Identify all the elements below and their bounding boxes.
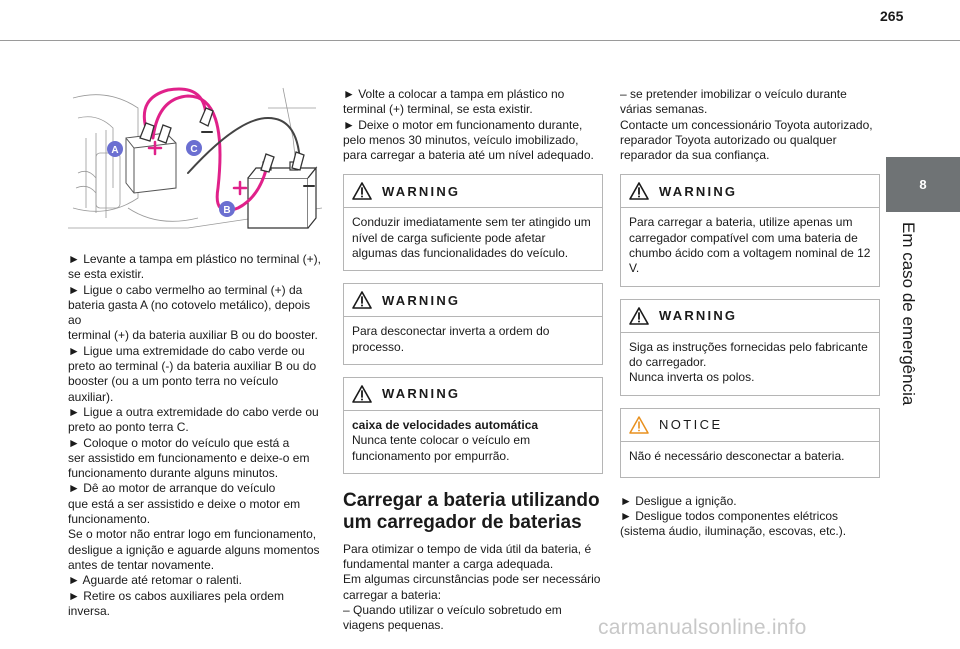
text-line: ► Deixe o motor em funcionamento durante, bbox=[343, 117, 583, 132]
text-line: Para otimizar o tempo de vida útil da bateria, é bbox=[343, 541, 592, 556]
warning-body bbox=[344, 411, 602, 473]
warning-text: Conduzir imediatamente sem ter atingido um nível de carga suficiente pode afetar algumas das funcionalidades do veículo. bbox=[352, 215, 591, 261]
label-b: B bbox=[223, 205, 231, 216]
text-line: ► Ligue uma extremidade do cabo verde ou bbox=[68, 343, 305, 358]
text-line: reparador da sua confiança. bbox=[620, 148, 770, 163]
notice-icon bbox=[629, 416, 649, 434]
dead-battery bbox=[126, 133, 176, 193]
column-1 bbox=[68, 252, 326, 619]
warning-box bbox=[620, 174, 880, 286]
warning-text: Nunca tente colocar o veículo em funcionamento por empurrão. bbox=[352, 433, 531, 463]
booster-battery bbox=[248, 162, 316, 228]
text-line: carregar a bateria: bbox=[343, 587, 442, 602]
chapter-tab[interactable] bbox=[886, 157, 960, 212]
text-line: Em algumas circunstâncias pode ser necessário bbox=[343, 572, 601, 587]
text-line: booster (ou a um ponto terra no veículo auxiliar). bbox=[68, 374, 279, 404]
label-a: A bbox=[111, 145, 119, 156]
text-line: inversa. bbox=[68, 603, 111, 618]
text-line: desligue a ignição e aguarde alguns momentos bbox=[68, 542, 320, 557]
top-rule-right bbox=[885, 40, 960, 41]
text-line: ► Levante a tampa em plástico no terminal (+), bbox=[68, 252, 321, 266]
text-line: Contacte um concessionário Toyota autorizado, bbox=[620, 117, 873, 132]
notice-title: NOTICE bbox=[659, 416, 723, 432]
text-line: ► Aguarde até retomar o ralenti. bbox=[68, 573, 242, 588]
text-line: preto ao ponto terra C. bbox=[68, 420, 189, 435]
text-line: (sistema áudio, iluminação, escovas, etc.). bbox=[620, 524, 847, 539]
warning-title: WARNING bbox=[659, 183, 738, 199]
warning-header bbox=[344, 175, 602, 208]
column-3 bbox=[620, 87, 880, 540]
text-line: antes de tentar novamente. bbox=[68, 557, 215, 572]
notice-text: Não é necessário desconectar a bateria. bbox=[629, 448, 845, 463]
text-line: pelo menos 30 minutos, veículo imobilizado, bbox=[343, 132, 579, 147]
chapter-title-text: Em caso de emergência bbox=[899, 222, 918, 406]
watermark: carmanualsonline.info bbox=[598, 616, 807, 639]
text-line: terminal (+) terminal, se esta existir. bbox=[343, 102, 533, 117]
page-number: 265 bbox=[880, 8, 904, 24]
text-line: ► Coloque o motor do veículo que está a bbox=[68, 435, 290, 450]
column-2 bbox=[343, 87, 603, 634]
warning-icon bbox=[352, 385, 372, 403]
warning-body bbox=[621, 333, 879, 395]
warning-icon bbox=[352, 182, 372, 200]
text-line: – Quando utilizar o veículo sobretudo em bbox=[343, 603, 562, 618]
warning-box bbox=[343, 377, 603, 474]
text-line: ► Dê ao motor de arranque do veículo bbox=[68, 481, 276, 496]
warning-subtitle: caixa de velocidades automática bbox=[352, 417, 539, 432]
text-line: Se o motor não entrar logo em funcionamento, bbox=[68, 527, 317, 542]
text-line: para carregar a bateria até um nível adequado. bbox=[343, 148, 594, 163]
warning-box bbox=[343, 283, 603, 365]
text-line: fundamental manter a carga adequada. bbox=[343, 557, 554, 572]
text-line: ser assistido em funcionamento e deixe-o em bbox=[68, 450, 310, 465]
warning-header bbox=[621, 175, 879, 208]
warning-title: WARNING bbox=[382, 292, 461, 308]
text-line: – se pretender imobilizar o veículo durante bbox=[620, 87, 847, 101]
chapter-number: 8 bbox=[919, 177, 927, 192]
notice-header bbox=[621, 409, 879, 442]
warning-title: WARNING bbox=[382, 386, 461, 402]
warning-icon bbox=[629, 182, 649, 200]
text-line: ► Volte a colocar a tampa em plástico no bbox=[343, 87, 565, 101]
text-line: se esta existir. bbox=[68, 267, 145, 282]
text-line: funcionamento durante alguns minutos. bbox=[68, 466, 279, 481]
label-c: C bbox=[190, 144, 198, 155]
text-line: ► Retire os cabos auxiliares pela ordem bbox=[68, 588, 284, 603]
top-rule bbox=[0, 40, 885, 41]
warning-text: Siga as instruções fornecidas pelo fabricante do carregador. bbox=[629, 339, 868, 369]
text-line: várias semanas. bbox=[620, 102, 708, 117]
warning-title: WARNING bbox=[659, 308, 738, 324]
warning-box bbox=[343, 174, 603, 271]
text-line: terminal (+) da bateria auxiliar B ou do booster. bbox=[68, 328, 318, 343]
text-line: ► Desligue todos componentes elétricos bbox=[620, 509, 838, 524]
text-line: ► Ligue a outra extremidade do cabo verde ou bbox=[68, 404, 319, 419]
warning-box bbox=[620, 299, 880, 396]
warning-text: Para desconectar inverta a ordem do processo. bbox=[352, 324, 550, 354]
warning-header bbox=[344, 378, 602, 411]
warning-title: WARNING bbox=[382, 183, 461, 199]
jump-start-illustration bbox=[68, 78, 322, 244]
warning-icon bbox=[629, 307, 649, 325]
notice-box bbox=[620, 408, 880, 478]
warning-header bbox=[344, 284, 602, 317]
text-line: preto ao terminal (-) da bateria auxiliar B ou do bbox=[68, 359, 317, 374]
warning-icon bbox=[352, 291, 372, 309]
text-line: que está a ser assistido e deixe o motor em bbox=[68, 496, 301, 511]
text-line: reparador Toyota autorizado ou qualquer bbox=[620, 132, 837, 147]
text-line: bateria gasta A (no cotovelo metálico), depois ao bbox=[68, 297, 311, 328]
text-line: viagens pequenas. bbox=[343, 618, 444, 633]
warning-text: Para carregar a bateria, utilize apenas um carregador compatível com uma bateria de chumbo ácido com a voltagem nominal de 12 V. bbox=[629, 215, 871, 276]
warning-header bbox=[621, 300, 879, 333]
text-line: funcionamento. bbox=[68, 512, 151, 527]
steps-list bbox=[620, 494, 880, 540]
chapter-title bbox=[898, 222, 918, 406]
section-heading: Carregar a bateria utilizando um carregador de baterias bbox=[343, 489, 600, 533]
text-line: ► Desligue a ignição. bbox=[620, 493, 737, 508]
text-line: ► Ligue o cabo vermelho ao terminal (+) da bbox=[68, 282, 303, 297]
warning-text: Nunca inverta os polos. bbox=[629, 370, 755, 385]
